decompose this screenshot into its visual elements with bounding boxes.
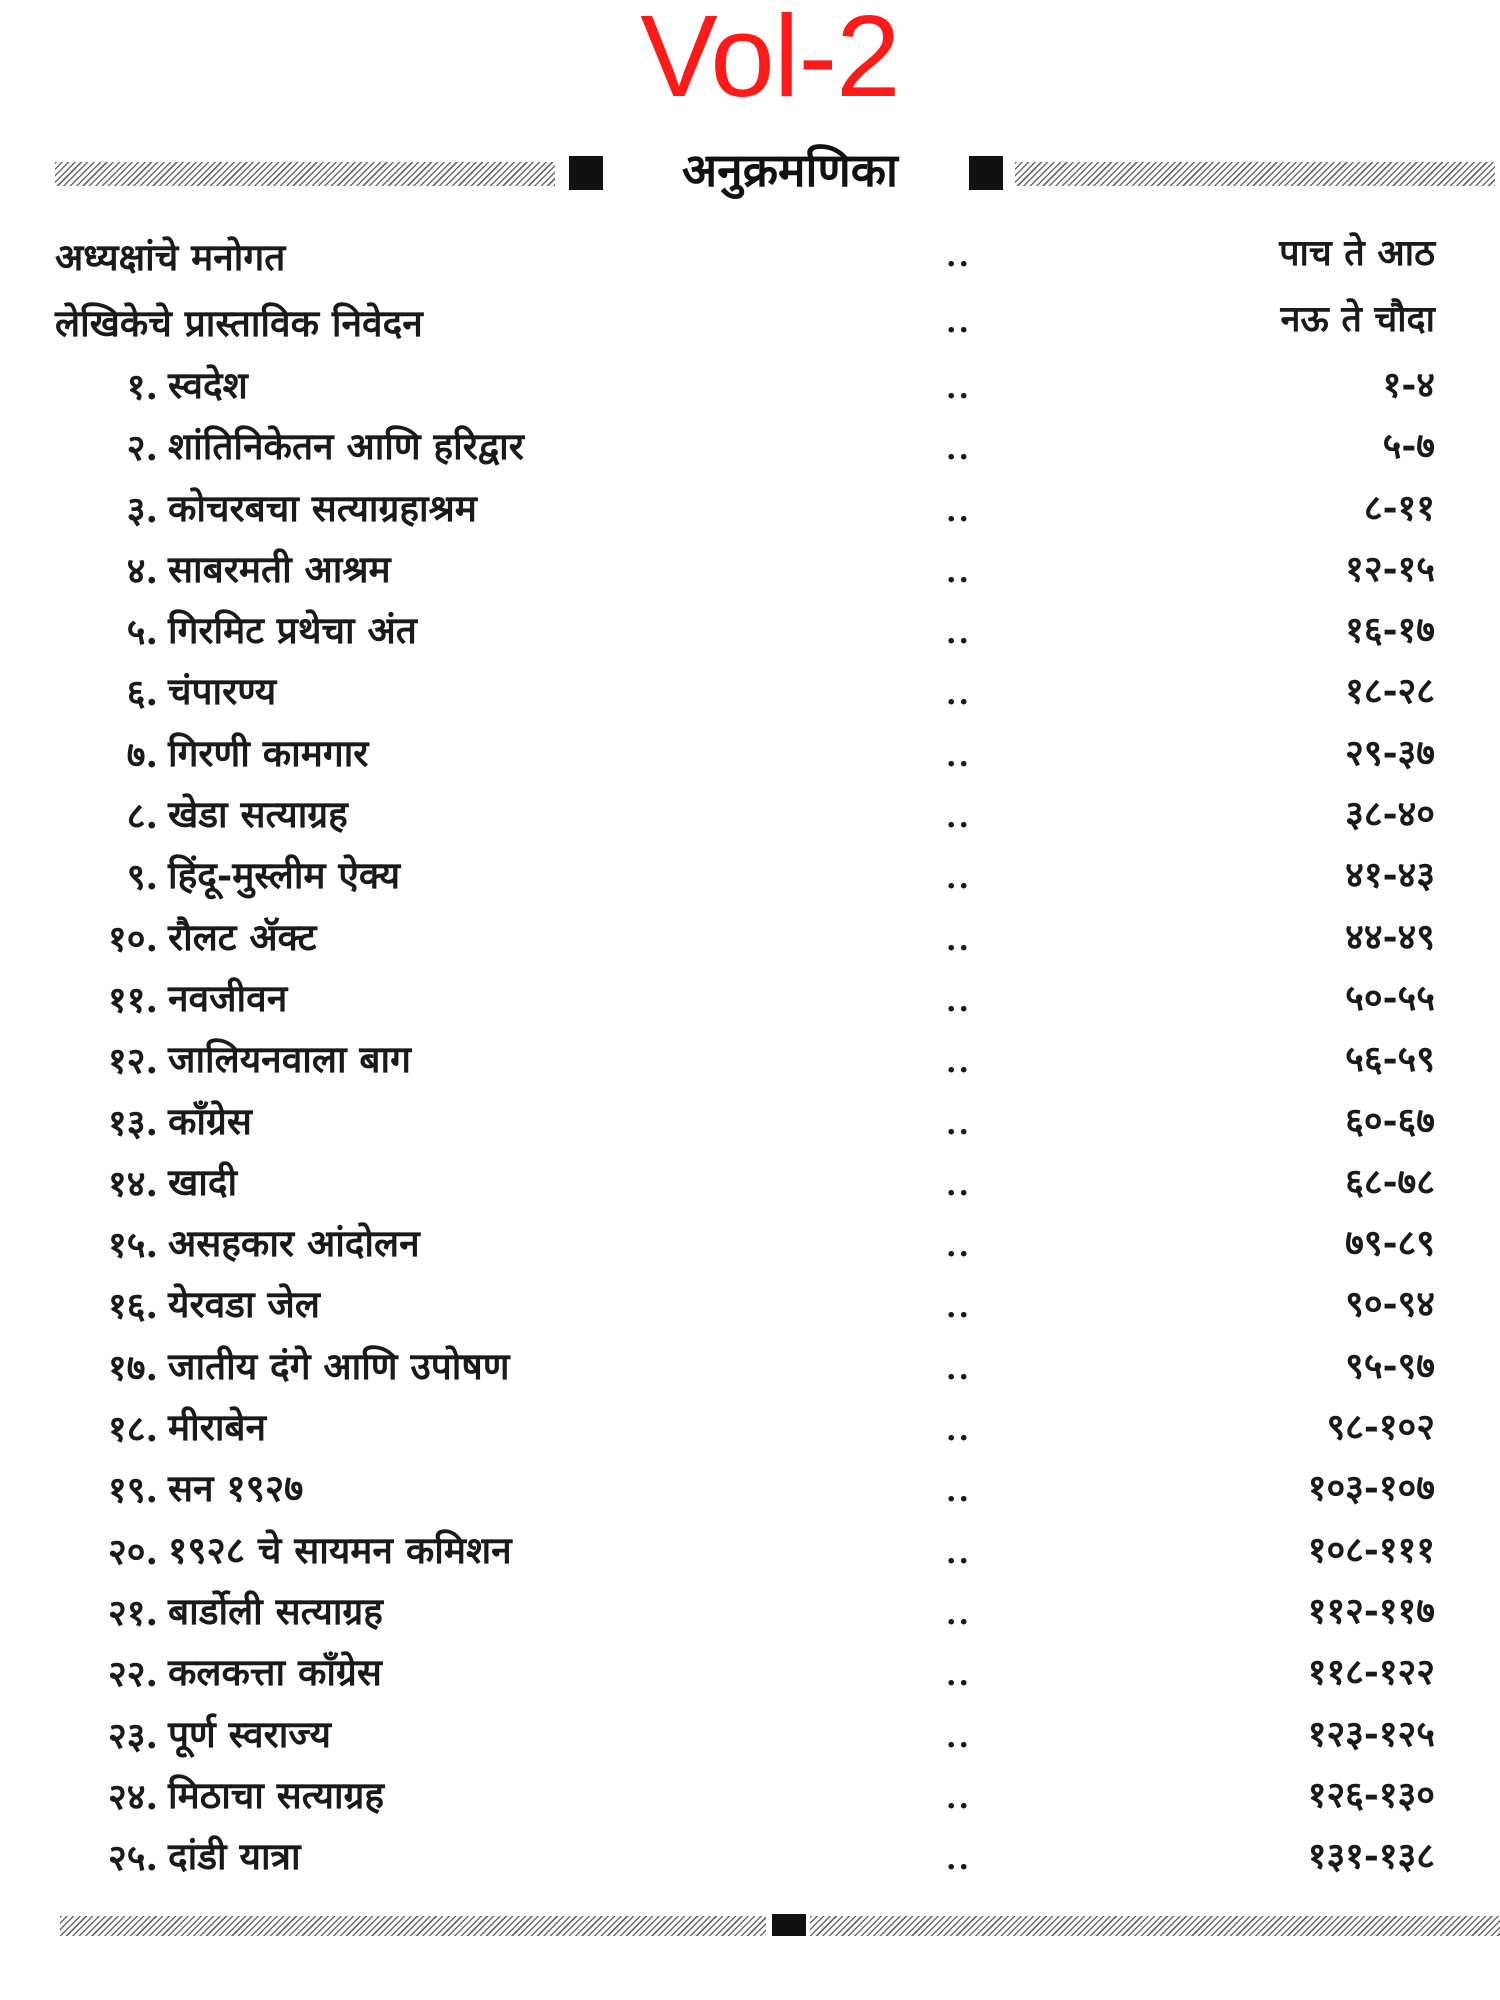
chapter-title: गिरणी कामगार <box>168 730 369 775</box>
front-matter-row <box>0 291 1500 357</box>
hatched-rule-left <box>55 162 555 186</box>
chapter-row <box>0 541 1500 602</box>
dot-leader: .. <box>946 1535 971 1571</box>
square-ornament-right <box>969 156 1003 190</box>
chapter-row <box>0 1093 1500 1154</box>
chapter-row <box>0 1154 1500 1215</box>
page-range: १२६-१३० <box>1307 1773 1435 1816</box>
page-range: ५-७ <box>1382 425 1435 468</box>
chapter-title: येरवडा जेल <box>168 1282 320 1327</box>
dot-leader: .. <box>946 1474 971 1510</box>
dot-leader: .. <box>946 738 971 774</box>
chapter-number: २४. <box>108 1775 158 1818</box>
chapter-row <box>0 357 1500 418</box>
page-range: १०८-१११ <box>1307 1528 1435 1571</box>
chapter-row <box>0 1215 1500 1276</box>
chapter-title: पूर्ण स्वराज्य <box>168 1711 331 1756</box>
chapter-title: खेडा सत्याग्रह <box>168 792 348 837</box>
chapter-row <box>0 786 1500 847</box>
chapter-number: २. <box>126 427 158 470</box>
chapter-number: १५. <box>108 1224 158 1267</box>
dot-leader: .. <box>946 1842 971 1878</box>
dot-leader: .. <box>946 1167 971 1203</box>
chapter-row <box>0 847 1500 908</box>
chapter-title: सन १९२७ <box>168 1466 304 1511</box>
volume-label: Vol-2 <box>640 0 900 121</box>
chapter-number: २२. <box>108 1653 158 1696</box>
toc-header <box>55 143 1495 208</box>
chapter-number: २३. <box>108 1714 158 1757</box>
chapter-title: १९२८ चे सायमन कमिशन <box>168 1527 512 1572</box>
chapter-row <box>0 1522 1500 1583</box>
chapter-number: ४. <box>126 549 158 592</box>
chapter-title: जालियनवाला बाग <box>168 1037 411 1082</box>
dot-leader: .. <box>946 616 971 652</box>
chapter-number: १४. <box>108 1162 158 1205</box>
dot-leader: .. <box>946 861 971 897</box>
chapter-title: जातीय दंगे आणि उपोषण <box>168 1343 510 1388</box>
chapter-row <box>0 725 1500 786</box>
dot-leader: .. <box>946 554 971 590</box>
page-range: ७९-८९ <box>1345 1222 1435 1265</box>
chapter-number: ६. <box>126 672 158 715</box>
dot-leader: .. <box>946 493 971 529</box>
hatched-rule-footer-right <box>810 1916 1500 1936</box>
chapter-row <box>0 602 1500 663</box>
chapter-row <box>0 1583 1500 1644</box>
chapter-row <box>0 663 1500 724</box>
chapter-row <box>0 1644 1500 1705</box>
chapter-row <box>0 1828 1500 1889</box>
hatched-rule-footer-left <box>60 1916 766 1936</box>
page-range: ९५-९७ <box>1345 1344 1435 1387</box>
chapter-title: गिरमिट प्रथेचा अंत <box>168 608 417 653</box>
page-range: २९-३७ <box>1345 731 1435 774</box>
chapter-title: दांडी यात्रा <box>168 1834 301 1879</box>
dot-leader: .. <box>946 1719 971 1755</box>
square-ornament-left <box>569 156 603 190</box>
dot-leader: .. <box>946 677 971 713</box>
chapter-title: कॉंग्रेस <box>168 1098 252 1143</box>
hatched-rule-right <box>1015 162 1495 186</box>
chapter-row <box>0 1399 1500 1460</box>
chapter-title: असहकार आंदोलन <box>168 1221 420 1266</box>
page-range: ४४-४९ <box>1345 915 1435 958</box>
dot-leader: .. <box>946 1106 971 1142</box>
page-range: १२-१५ <box>1345 547 1435 590</box>
dot-leader: .. <box>946 1229 971 1265</box>
chapter-row <box>0 1276 1500 1337</box>
chapter-title: कलकत्ता कॉंग्रेस <box>168 1650 382 1695</box>
page-range: १-४ <box>1382 364 1435 406</box>
chapter-number: १. <box>126 366 158 408</box>
chapter-number: ५. <box>126 611 158 654</box>
dot-leader: .. <box>946 1290 971 1326</box>
chapter-title: मीराबेन <box>168 1405 267 1450</box>
chapter-number: ७. <box>126 733 158 776</box>
page-range: नऊ ते चौदा <box>1280 298 1435 340</box>
front-matter-row <box>0 225 1500 291</box>
chapter-row <box>0 970 1500 1031</box>
page-range: ८-११ <box>1363 486 1435 529</box>
dot-leader: .. <box>946 432 971 468</box>
dot-leader: .. <box>946 1658 971 1694</box>
chapter-title: खादी <box>168 1159 238 1204</box>
chapter-number: १३. <box>108 1101 158 1144</box>
chapter-number: २१. <box>108 1591 158 1634</box>
chapter-number: १८. <box>108 1408 158 1451</box>
page-range: पाच ते आठ <box>1279 232 1435 274</box>
chapter-title: साबरमती आश्रम <box>168 546 391 591</box>
chapter-row <box>0 480 1500 541</box>
table-of-contents <box>0 225 1500 1889</box>
chapter-number: ८. <box>126 795 158 838</box>
page-range: १२३-१२५ <box>1307 1712 1435 1755</box>
chapter-title: बार्डोली सत्याग्रह <box>168 1588 383 1633</box>
page-range: ३८-४० <box>1345 793 1435 836</box>
chapter-title: कोचरबचा सत्याग्रहाश्रम <box>168 485 477 530</box>
chapter-number: १६. <box>108 1285 158 1328</box>
chapter-title: स्वदेश <box>168 363 248 407</box>
dot-leader: .. <box>946 1413 971 1449</box>
chapter-number: १२. <box>108 1040 158 1083</box>
chapter-number: १७. <box>108 1346 158 1389</box>
chapter-title: रौलट ॲक्ट <box>168 914 317 959</box>
page-range: ६८-७८ <box>1345 1160 1435 1203</box>
chapter-row <box>0 1460 1500 1521</box>
chapter-number: ९. <box>126 856 158 899</box>
dot-leader: .. <box>946 371 971 406</box>
chapter-number: १०. <box>108 917 158 960</box>
chapter-title: शांतिनिकेतन आणि हरिद्वार <box>168 424 524 469</box>
chapter-row <box>0 1767 1500 1828</box>
page-range: १६-१७ <box>1345 609 1435 652</box>
page-range: ४१-४३ <box>1345 854 1435 897</box>
entry-title: अध्यक्षांचे मनोगत <box>55 235 286 279</box>
dot-leader: .. <box>946 239 971 274</box>
dot-leader: .. <box>946 1780 971 1816</box>
dot-leader: .. <box>946 800 971 836</box>
footer-rule <box>60 1908 1500 1942</box>
page-range: १०३-१०७ <box>1307 1467 1435 1510</box>
chapter-number: २०. <box>108 1530 158 1573</box>
chapter-row <box>0 1338 1500 1399</box>
page-range: ९८-१०२ <box>1326 1406 1435 1449</box>
entry-title: लेखिकेचे प्रास्ताविक निवेदन <box>55 301 423 345</box>
chapter-title: नवजीवन <box>168 975 288 1020</box>
page-range: ११२-११७ <box>1307 1589 1435 1632</box>
dot-leader: .. <box>946 1045 971 1081</box>
toc-heading: अनुक्रमणिका <box>682 143 898 197</box>
dot-leader: .. <box>946 983 971 1019</box>
chapter-number: ३. <box>126 488 158 531</box>
page-range: ९०-९४ <box>1345 1283 1435 1326</box>
dot-leader: .. <box>946 1351 971 1387</box>
chapter-number: २५. <box>108 1837 158 1880</box>
page-range: ५०-५५ <box>1345 976 1435 1019</box>
page-range: १८-२८ <box>1345 670 1435 713</box>
chapter-title: मिठाचा सत्याग्रह <box>168 1772 385 1817</box>
chapter-row <box>0 1031 1500 1092</box>
chapter-number: ११. <box>108 978 158 1021</box>
chapter-title: हिंदू-मुस्लीम ऐक्य <box>168 853 401 898</box>
dot-leader: .. <box>946 305 971 340</box>
chapter-number: १९. <box>108 1469 158 1512</box>
square-ornament-footer <box>772 1914 806 1936</box>
page-range: ११८-१२२ <box>1307 1651 1435 1694</box>
chapter-row <box>0 909 1500 970</box>
page-range: ५६-५९ <box>1345 1038 1435 1081</box>
chapter-row <box>0 1706 1500 1767</box>
chapter-title: चंपारण्य <box>168 669 277 714</box>
page-range: ६०-६७ <box>1345 1099 1435 1142</box>
dot-leader: .. <box>946 922 971 958</box>
chapter-row <box>0 418 1500 479</box>
dot-leader: .. <box>946 1596 971 1632</box>
page-range: १३१-१३८ <box>1307 1835 1435 1878</box>
